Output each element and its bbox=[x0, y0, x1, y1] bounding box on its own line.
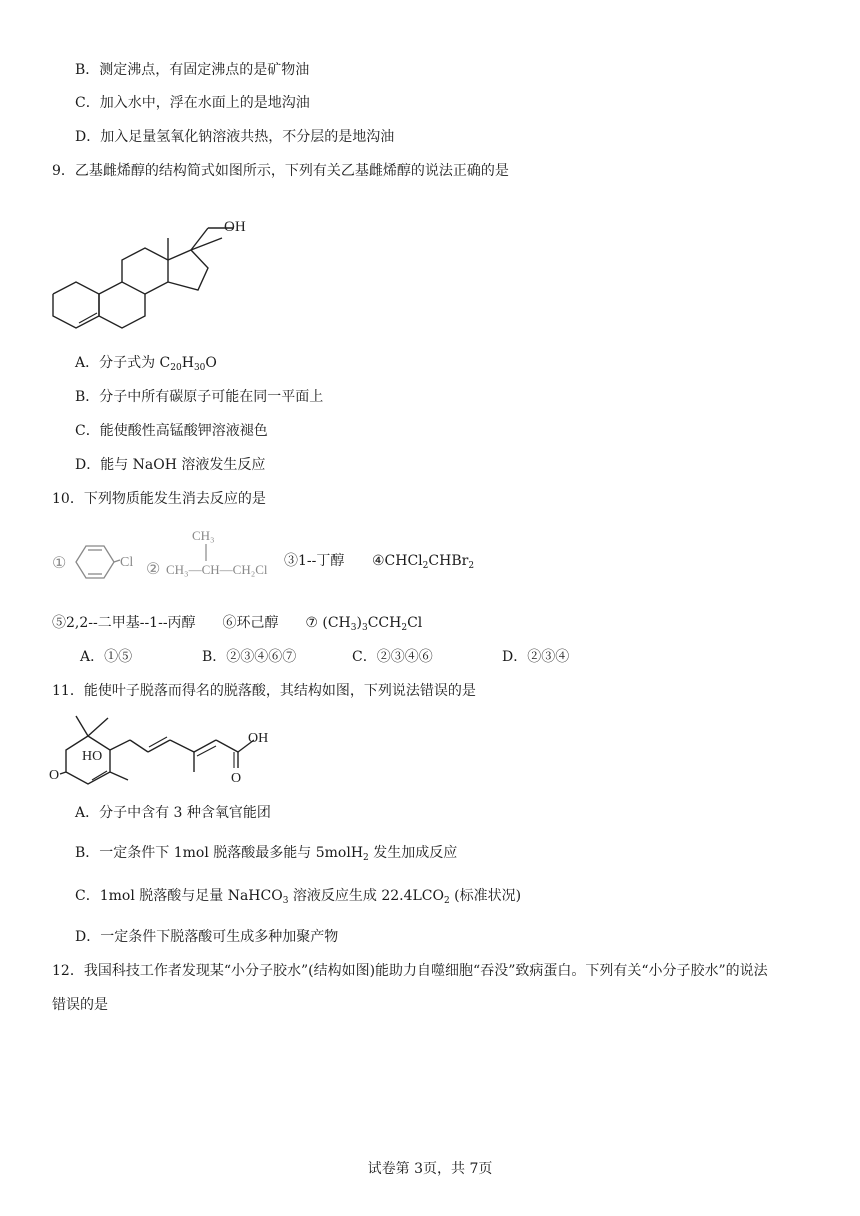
q11-oh-label: OH bbox=[248, 731, 269, 746]
q10-item7-post: Cl bbox=[407, 615, 423, 631]
q11-option-b-sub: 2 bbox=[363, 853, 369, 863]
q9-option-a-post: O bbox=[205, 355, 217, 371]
q10-item2-methyl: CH₃ bbox=[192, 528, 215, 543]
q9-option-a bbox=[75, 353, 217, 378]
q8-option-c: C．加入水中，浮在水面上的是地沟油 bbox=[75, 95, 310, 111]
q10-item7 bbox=[305, 615, 422, 631]
q11-option-d: D．一定条件下脱落酸可生成多种加聚产物 bbox=[75, 929, 339, 945]
q8-option-d: D．加入足量氢氧化钠溶液共热，不分层的是地沟油 bbox=[75, 129, 395, 145]
q11-option-c-pre: C．1mol 脱落酸与足量 NaHCO bbox=[75, 888, 283, 904]
q9-option-c: C．能使酸性高锰酸钾溶液褪色 bbox=[75, 423, 268, 439]
q12-stem-line1: 12．我国科技工作者发现某“小分子胶水”(结构如图)能助力自噬细胞“吞没”致病蛋白。下列有关“小分子胶水”的说法 bbox=[52, 963, 768, 979]
q9-option-d: D．能与 NaOH 溶液发生反应 bbox=[75, 457, 266, 473]
q11-option-b bbox=[75, 843, 457, 868]
q10-item4-sub2: 2 bbox=[468, 561, 475, 571]
q9-steroid-structure bbox=[48, 198, 288, 338]
q11-option-a: A．分子中含有 3 种含氧官能团 bbox=[75, 805, 271, 821]
q10-option-b: B．②③④⑥⑦ bbox=[202, 649, 297, 665]
q10-item2-chain: CH₃—CH—CH₂Cl bbox=[166, 562, 268, 577]
q10-item2-structure bbox=[146, 524, 271, 584]
q10-stem: 10．下列物质能发生消去反应的是 bbox=[52, 491, 266, 507]
q10-item5: ⑤2,2--二甲基--1--丙醇 bbox=[52, 615, 196, 631]
q10-item1-cl: Cl bbox=[120, 555, 134, 570]
q10-item4-mid: CHBr bbox=[428, 553, 469, 569]
q11-option-b-post: 发生加成反应 bbox=[368, 845, 458, 861]
q10-items-line2 bbox=[52, 613, 422, 638]
q9-option-b: B．分子中所有碳原子可能在同一平面上 bbox=[75, 389, 324, 405]
q11-option-c-sub: 3 bbox=[282, 896, 289, 906]
q11-ho-label: HO bbox=[82, 749, 103, 764]
q11-option-c-post: (标准状况) bbox=[449, 888, 522, 904]
q9-oh-label: OH bbox=[224, 219, 246, 235]
q9-stem: 9．乙基雌烯醇的结构简式如图所示，下列有关乙基雌烯醇的说法正确的是 bbox=[52, 163, 509, 179]
q10-item4-sub: 2 bbox=[422, 561, 429, 571]
q10-item7-mid: ) bbox=[356, 615, 362, 631]
q10-item6: ⑥环己醇 bbox=[222, 615, 279, 631]
q11-option-c bbox=[75, 886, 521, 911]
q10-item7-sub3: 2 bbox=[401, 623, 408, 633]
q11-acid-o-label: O bbox=[231, 771, 242, 786]
q10-item2-number: ② bbox=[146, 561, 161, 578]
q9-option-a-sub2: 30 bbox=[193, 363, 206, 373]
q11-ketone-o-label: O bbox=[49, 768, 60, 783]
q12-stem-line2: 错误的是 bbox=[52, 997, 108, 1013]
q11-option-c-mid: 溶液反应生成 22.4LCO bbox=[288, 888, 444, 904]
q9-option-a-pre: A．分子式为 C bbox=[75, 355, 171, 371]
q10-option-c: C．②③④⑥ bbox=[352, 649, 433, 665]
q8-option-b: B．测定沸点，有固定沸点的是矿物油 bbox=[75, 62, 310, 78]
q11-option-c-sub2: 2 bbox=[444, 896, 450, 906]
q10-item7-pre: ⑦ (CH bbox=[305, 615, 351, 631]
q10-item7-mid2: CCH bbox=[367, 615, 402, 631]
q11-option-b-pre: B．一定条件下 1mol 脱落酸最多能与 5molH bbox=[75, 845, 364, 861]
q10-item1-chlorobenzene bbox=[48, 524, 138, 584]
q9-option-a-sub1: 20 bbox=[170, 363, 182, 373]
q9-option-a-mid: H bbox=[181, 355, 194, 371]
q10-item3: ③1--丁醇 bbox=[284, 553, 345, 569]
q11-abscisic-acid-structure bbox=[48, 706, 288, 796]
q10-option-d: D．②③④ bbox=[502, 649, 570, 665]
q10-item7-sub2: 3 bbox=[361, 623, 368, 633]
q10-item4 bbox=[372, 551, 474, 576]
q10-item4-pre: ④CHCl bbox=[372, 553, 423, 569]
q10-option-a: A．①⑤ bbox=[80, 649, 133, 665]
page-footer: 试卷第 3页，共 7页 bbox=[367, 1161, 493, 1177]
q10-item1-number: ① bbox=[52, 555, 67, 572]
q10-item7-sub1: 3 bbox=[350, 623, 357, 633]
q11-stem: 11．能使叶子脱落而得名的脱落酸，其结构如图，下列说法错误的是 bbox=[52, 683, 476, 699]
